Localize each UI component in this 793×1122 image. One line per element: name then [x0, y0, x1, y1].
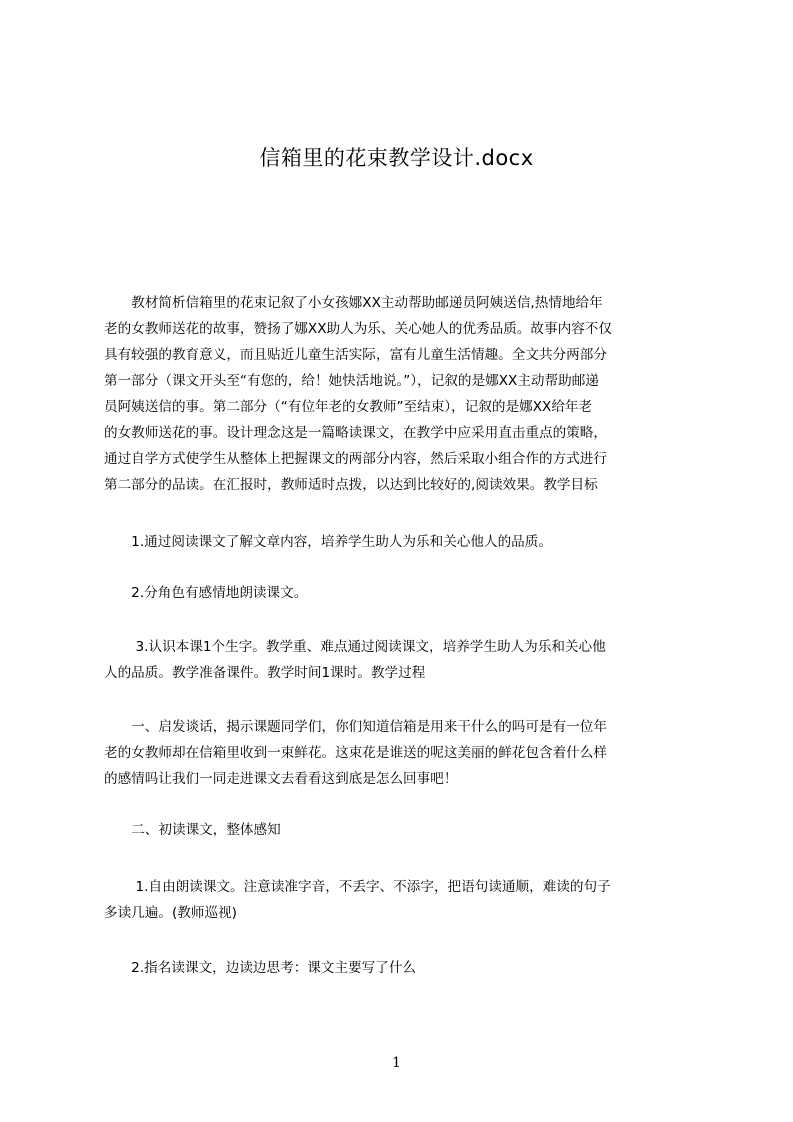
text-line: 1.通过阅读课文了解文章内容，培养学生助人为乐和关心他人的品质。: [104, 534, 552, 550]
text-line: 1.自由朗读课文。注意读准字音，不丢字、不添字，把语句读通顺，难读的句子: [104, 879, 611, 895]
paragraph-step-1: [104, 874, 698, 926]
page-number: 1: [392, 1055, 401, 1071]
text-line: 人的品质。教学准备课件。教学时间1课时。教学过程: [104, 665, 426, 681]
text-line: 3.认识本课1个生字。教学重、难点通过阅读课文，培养学生助人为乐和关心他: [104, 639, 606, 655]
paragraph-section-1: [104, 714, 698, 792]
text-line: 二、初读课文，整体感知: [104, 822, 281, 838]
paragraph-section-2-heading: [104, 817, 698, 843]
text-line: 通过自学方式使学生从整体上把握课文的两部分内容，然后采取小组合作的方式进行: [104, 451, 607, 467]
text-line: 第二部分的品读。在汇报时，教师适时点拨，以达到比较好的,阅读效果。教学目标: [104, 477, 598, 493]
text-line: 老的女教师送花的故事，赞扬了娜XX助人为乐、关心她人的优秀品质。故事内容不仅: [104, 321, 612, 337]
paragraph-goal-1: [104, 529, 698, 555]
text-line: 多读几遍。(教师巡视): [104, 905, 237, 921]
text-line: 老的女教师却在信箱里收到一束鲜花。这束花是谁送的呢这美丽的鲜花包含着什么样: [104, 745, 607, 761]
text-line: 第一部分（课文开头至“有您的，给！她快活地说。”），记叙的是娜XX主动帮助邮递: [104, 373, 599, 389]
text-line: 教材简析信箱里的花束记叙了小女孩娜XX主动帮助邮递员阿姨送信,热情地给年: [104, 295, 603, 311]
paragraph-intro: [104, 290, 698, 498]
paragraph-step-2: [104, 955, 698, 981]
text-line: 的女教师送花的事。设计理念这是一篇略读课文，在教学中应采用直击重点的策略，: [104, 425, 607, 441]
paragraph-goal-3: [104, 634, 698, 686]
text-line: 2.分角色有感情地朗读课文。: [104, 585, 308, 601]
text-line: 2.指名读课文，边读边思考：课文主要写了什么: [104, 960, 417, 976]
text-line: 具有较强的教育意义，而且贴近儿童生活实际，富有儿童生活情趣。全文共分两部分: [104, 347, 607, 363]
text-line: 员阿姨送信的事。第二部分（“有位年老的女教师”至结束），记叙的是娜XX给年老: [104, 399, 593, 415]
text-line: 一、启发谈话，揭示课题同学们，你们知道信箱是用来干什么的吗可是有一位年: [104, 719, 607, 735]
paragraph-goal-2: [104, 580, 698, 606]
document-title: 信箱里的花束教学设计.docx: [259, 146, 534, 170]
text-line: 的感情吗让我们一同走进课文去看看这到底是怎么回事吧！: [104, 771, 458, 787]
